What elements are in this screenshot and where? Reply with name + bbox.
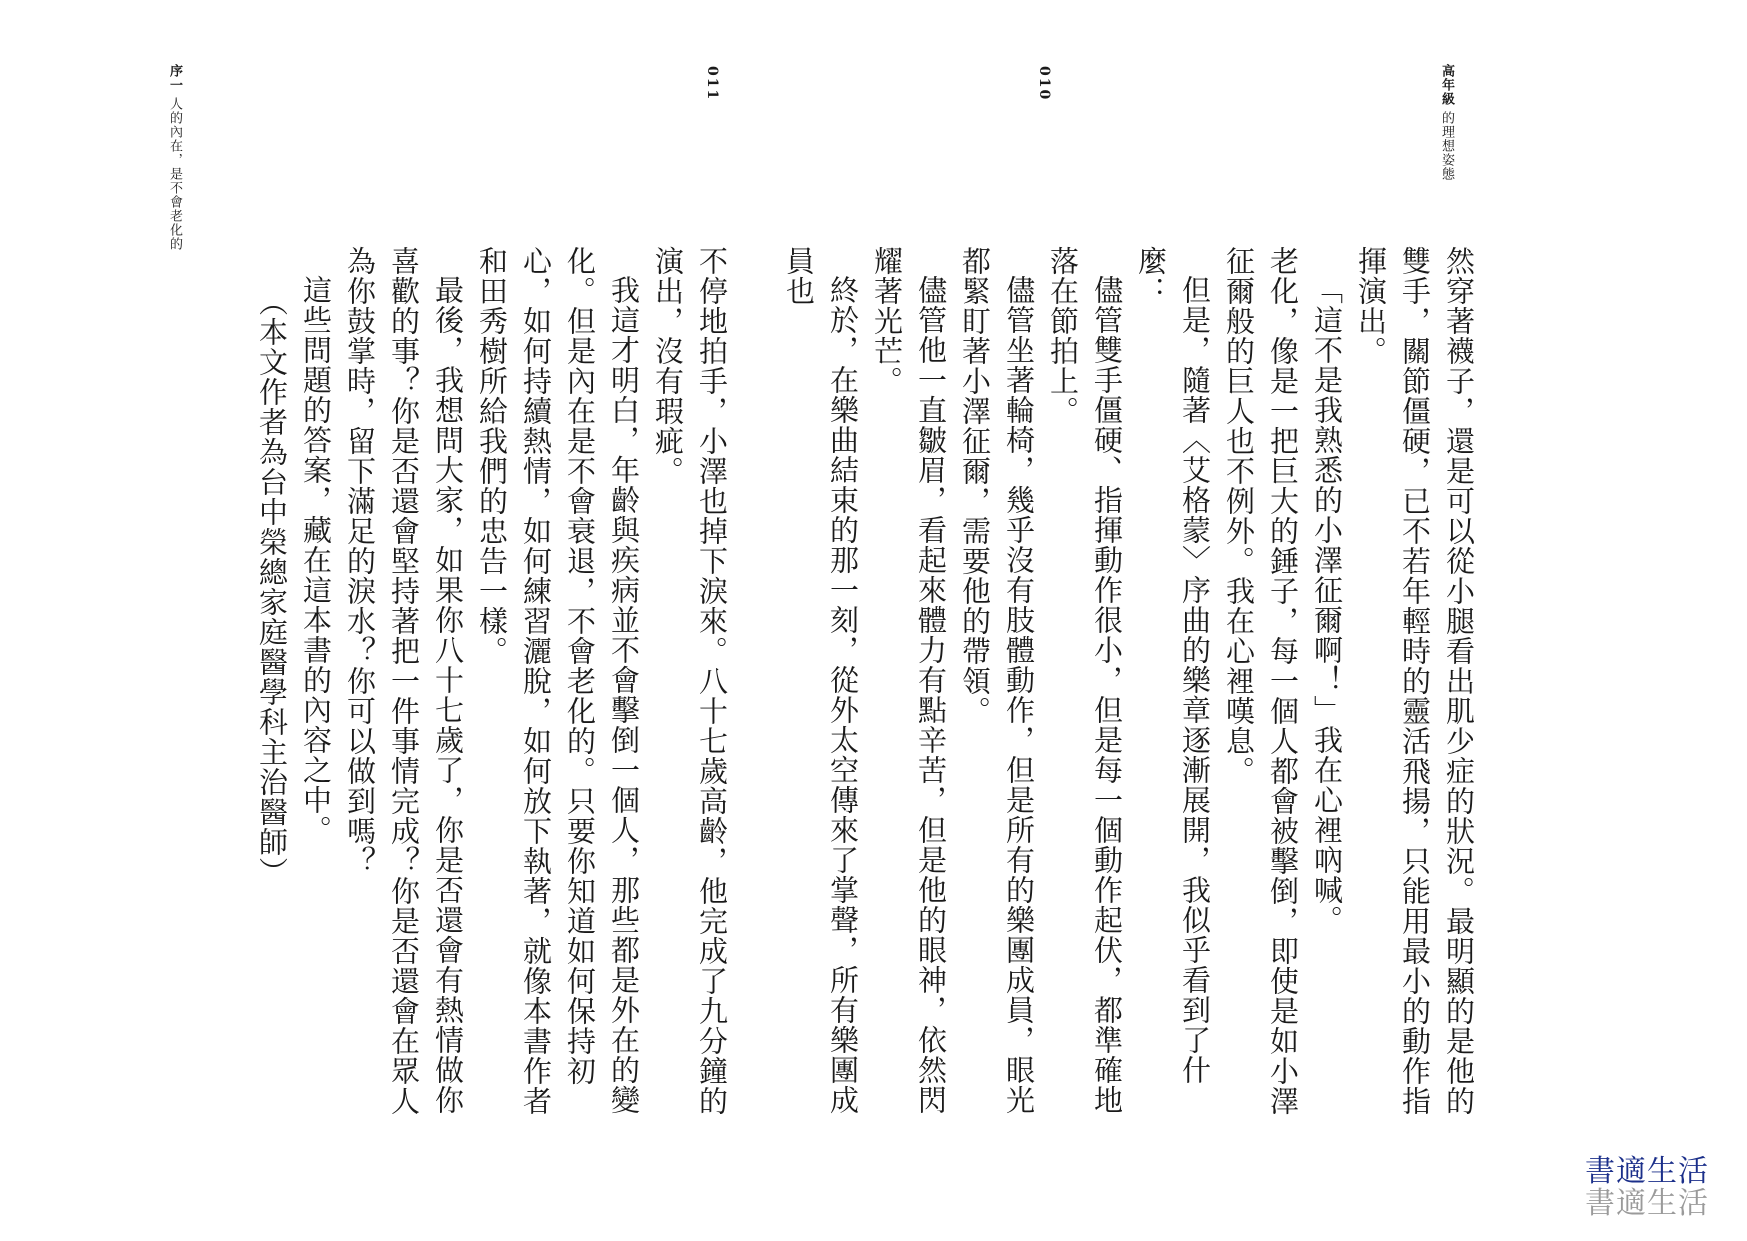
publisher-logo-line-2: 書適生活 bbox=[1585, 1186, 1709, 1221]
right-paragraph-8: 終於，在樂曲結束的那一刻，從外太空傳來了掌聲，所有樂團成員也 bbox=[782, 246, 860, 1115]
right-running-head-subtitle: 的理想姿態 bbox=[1439, 111, 1454, 182]
left-paragraph-2: 我這才明白，年齡與疾病並不會擊倒一個人，那些都是外在的變化。但是內在是不會衰退，不會老化的。只要你知道如何保持初心，如何持續熱情，如何練習灑脫，如何放下執著，就像本書作者和田秀樹所給我們的忠告一樣。 bbox=[475, 246, 641, 1116]
left-page bbox=[0, 0, 873, 1241]
left-paragraph-3: 最後，我想問大家，如果你八十七歲了，你是否還會有熱情做你喜歡的事？你是否還會堅持著把一件事情完成？你是否還會在眾人為你鼓掌時，留下滿足的淚水？你可以做到嗎？ bbox=[343, 246, 465, 1116]
right-running-head-title: 高年級 bbox=[1439, 64, 1454, 106]
right-paragraph-6: 儘管坐著輪椅，幾乎沒有肢體動作，但是所有的樂團成員，眼光都緊盯著小澤征爾，需要他的帶領。 bbox=[958, 246, 1036, 1115]
left-running-head-title: 序一 bbox=[167, 64, 182, 92]
left-running-head bbox=[166, 64, 182, 251]
author-byline: （本文作者為台中榮總家庭醫學科主治醫師） bbox=[255, 286, 289, 887]
right-page bbox=[782, 0, 1747, 1241]
publisher-logo bbox=[1585, 1156, 1709, 1220]
left-page-number: 011 bbox=[704, 66, 720, 102]
right-body-text bbox=[782, 246, 1481, 1126]
right-running-head bbox=[1438, 64, 1454, 181]
left-running-head-subtitle: 人的內在，是不會老化的 bbox=[167, 97, 182, 252]
right-paragraph-4: 但是，隨著〈艾格蒙〉序曲的樂章逐漸展開，我似乎看到了什麼： bbox=[1134, 246, 1212, 1085]
right-paragraph-7: 儘管他一直皺眉，看起來體力有點辛苦，但是他的眼神，依然閃耀著光芒。 bbox=[870, 246, 948, 1115]
right-paragraph-5: 儘管雙手僵硬、指揮動作很小，但是每一個動作起伏，都準確地落在節拍上。 bbox=[1046, 246, 1124, 1115]
left-paragraph-4: 這些問題的答案，藏在這本書的內容之中。 bbox=[299, 275, 333, 845]
publisher-logo-line-1: 書適生活 bbox=[1585, 1154, 1709, 1189]
right-paragraph-3: 老化，像是一把巨大的錘子，每一個人都會被擊倒，即使是如小澤征爾般的巨人也不例外。我在心裡嘆息。 bbox=[1222, 246, 1300, 1116]
right-page-number: 010 bbox=[1036, 66, 1052, 102]
left-paragraph-1: 不停地拍手，小澤也掉下淚來。八十七歲高齡，他完成了九分鐘的演出，沒有瑕疵。 bbox=[651, 246, 729, 1116]
right-paragraph-2: 「這不是我熟悉的小澤征爾啊！」我在心裡吶喊。 bbox=[1310, 275, 1344, 935]
left-body-text bbox=[244, 246, 734, 1126]
right-paragraph-1: 然穿著襪子，還是可以從小腿看出肌少症的狀況。最明顯的是他的雙手，關節僵硬，已不若年輕時的靈活飛揚，只能用最小的動作指揮演出。 bbox=[1354, 246, 1476, 1116]
